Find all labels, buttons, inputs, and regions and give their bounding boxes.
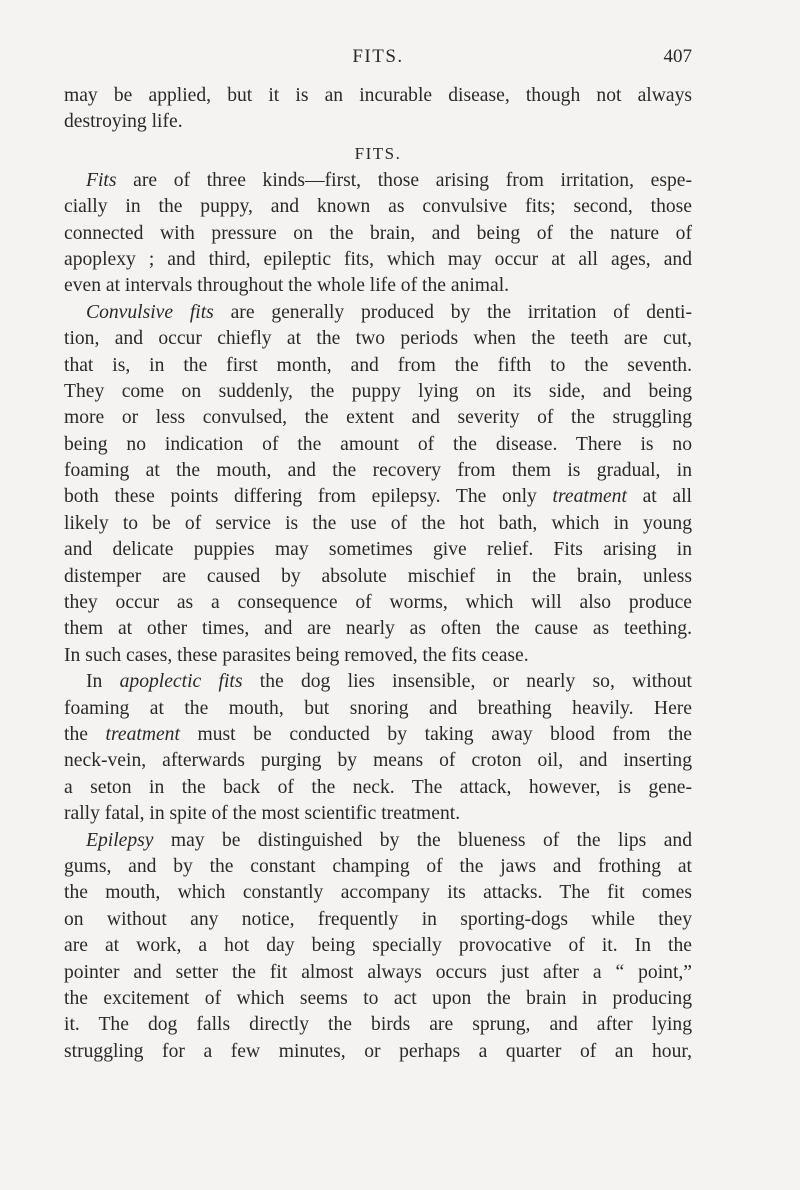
italic-term: treatment [105, 723, 180, 745]
text-line: a seton in the back of the neck. The attack, however, is gene- [64, 776, 692, 798]
text-line: distemper are caused by absolute mischief in the brain, unless [64, 565, 692, 587]
text-line: foaming at the mouth, and the recovery from them is gradual, in [64, 460, 692, 482]
text-line: destroying life. [64, 111, 183, 133]
text-span: must be conducted by taking away blood from the [179, 723, 692, 745]
text-line: gums, and by the constant champing of the jaws and frothing at [64, 855, 692, 877]
text-line [64, 484, 692, 510]
text-line: neck-vein, afterwards purging by means of croton oil, and inserting [64, 750, 692, 772]
text-span: may be distinguished by the blueness of the lips and [153, 829, 692, 851]
text-span: are generally produced by the irritation of denti- [213, 301, 692, 323]
text-line: rally fatal, in spite of the most scientific treatment. [64, 803, 461, 825]
paragraph-first-line [64, 300, 692, 326]
text-line: In such cases, these parasites being removed, the fits cease. [64, 644, 529, 666]
italic-term: Fits [86, 169, 117, 191]
section-heading: FITS. [354, 143, 402, 163]
text-span: both these points differing from epilepsy. The only [64, 486, 553, 508]
text-line: They come on suddenly, the puppy lying on its side, and being [64, 380, 692, 402]
running-header [64, 46, 692, 76]
text-line: likely to be of service is the use of the hot bath, which in young [64, 512, 692, 534]
text-line: that is, in the first month, and from the fifth to the seventh. [64, 354, 692, 376]
text-line: struggling for a few minutes, or perhaps a quarter of an hour, [64, 1040, 692, 1062]
text-line: being no indication of the amount of the disease. There is no [64, 433, 692, 455]
text-line: pointer and setter the fit almost always occurs just after a “ point,” [64, 961, 692, 983]
paragraph-first-line [64, 669, 692, 695]
text-line: the mouth, which constantly accompany its attacks. The fit comes [64, 882, 692, 904]
text-line: tion, and occur chiefly at the two periods when the teeth are cut, [64, 328, 692, 350]
text-line: more or less convulsed, the extent and severity of the struggling [64, 407, 692, 429]
body-text [64, 83, 692, 1065]
text-line: may be applied, but it is an incurable disease, though not always [64, 85, 692, 106]
text-line: and delicate puppies may sometimes give relief. Fits arising in [64, 539, 692, 561]
running-title: FITS. [352, 46, 404, 67]
paragraph-first-line [64, 168, 692, 194]
text-line: it. The dog falls directly the birds are sprung, and after lying [64, 1014, 692, 1036]
text-span: are of three kinds—first, those arising from irritation, espe- [116, 169, 692, 191]
italic-term: Convulsive fits [86, 301, 214, 323]
text-line: the excitement of which seems to act upon the brain in producing [64, 987, 692, 1009]
page-number: 407 [663, 46, 692, 67]
text-line: apoplexy ; and third, epileptic fits, which may occur at all ages, and [64, 248, 692, 270]
text-line: on without any notice, frequently in sporting-dogs while they [64, 908, 692, 930]
text-line: even at intervals throughout the whole life of the animal. [64, 275, 510, 297]
italic-term: apoplectic fits [119, 671, 243, 693]
italic-term: Epilepsy [86, 829, 154, 851]
text-line: are at work, a hot day being specially provocative of it. In the [64, 935, 692, 957]
text-span: the dog lies insensible, or nearly so, without [242, 671, 692, 693]
text-line: cially in the puppy, and known as convulsive fits; second, those [64, 196, 692, 218]
text-line: foaming at the mouth, but snoring and breathing heavily. Here [64, 697, 692, 719]
text-line [64, 722, 692, 748]
text-line: connected with pressure on the brain, and being of the nature of [64, 222, 692, 244]
text-span: at all [626, 486, 692, 508]
text-span: In [86, 671, 120, 693]
italic-term: treatment [552, 486, 627, 508]
text-span: the [64, 723, 106, 745]
paragraph-first-line [64, 828, 692, 854]
text-line: them at other times, and are nearly as often the cause as teething. [64, 618, 692, 640]
text-line: they occur as a consequence of worms, which will also produce [64, 592, 692, 614]
